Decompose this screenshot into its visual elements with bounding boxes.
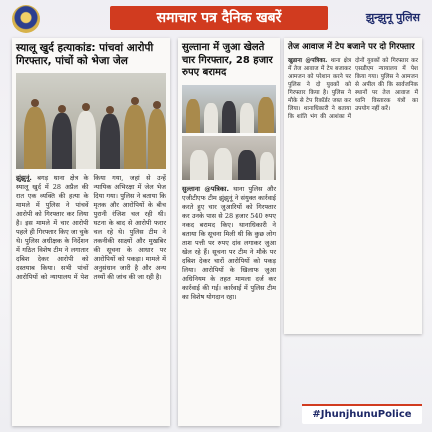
article-body (178, 183, 280, 427)
article-body (284, 55, 422, 305)
article-dateline: झुंझुनूं. (16, 174, 32, 183)
hashtag-label: #JhunjhunuPolice (312, 409, 412, 420)
article-photo (182, 136, 276, 180)
article-text: बगड़ थाना क्षेत्र के स्यालू खुर्द में 28 अप्रैल की रात एक व्यक्ति की हत्या के मामले में पुलिस ने पांचवें आरोपी को गिरफ्तार कर लिया है। इस मामले में चार आरोपी पहले ही गिरफ्तार किए जा चुके थे। पुलिस अधीक्षक के निर्देशन में गठित विशेष टीम ने लगातार दबिश देकर आरोपी को दस्तयाब किया। सभी पांचों आरोपियों को न्यायालय में पेश किया गया, जहां से उन्हें न्यायिक अभिरक्षा में जेल भेज दिया गया। पुलिस ने बताया कि मृतक और आरोपियों के बीच पुरानी रंजिश चल रही थी। घटना के बाद से आरोपी फरार चल रहे थे। पुलिस टीम ने तकनीकी साक्ष्यों और मुखबिर की सूचना के आधार पर आरोपियों को पकड़ा। मामले में अनुसंधान जारी है और अन्य तथ्यों की जांच की जा रही है। (16, 174, 166, 282)
article-photo (16, 73, 166, 169)
department-name: झुन्झुनू पुलिस (365, 11, 420, 24)
article-text: थाना पुलिस और एजीटीएफ टीम झुंझुनूं ने संयुक्त कार्रवाई करते हुए चार जुआरियों को गिरफ्तार कर उनके पास से 28 हजार 540 रुपए नकद बरामद किए। थानाधिकारी ने बताया कि सूचना मिली थी कि कुछ लोग ताश पत्ती पर रुपए दांव लगाकर जुआ खेल रहे हैं। सूचना पर टीम ने मौके पर दबिश देकर चारों आरोपियों को पकड़ लिया। आरोपियों के खिलाफ जुआ अधिनियम के तहत मामला दर्ज कर कार्रवाई की गई। कार्रवाई में पुलिस टीम का विशेष योगदान रहा। (182, 184, 277, 301)
article-headline: तेज आवाज में टेप बजाने पर दो गिरफ्तार (288, 42, 415, 52)
page-title: समाचार पत्र दैनिक खबरें (156, 10, 282, 26)
article-clipping-1 (12, 38, 170, 426)
article-headline: स्यालू खुर्द हत्याकांड: पांचवां आरोपी गिरफ्तार, पांचों को भेजा जेल (16, 42, 154, 68)
article-dateline: खुडाना @पत्रिका. (288, 57, 328, 64)
article-dateline: सुल्ताना @पत्रिका. (182, 184, 229, 193)
article-text: थाना क्षेत्र में तेज आवाज में टेप बजाकर आमजन को परेशान करने पर पुलिस ने दो युवकों को गिरफ्तार किया है। पुलिस ने मौके से टेप रिकॉर्डर जब्त कर लिया। थानाधिकारी ने बताया कि शांति भंग की आशंका में दोनों युवकों को गिरफ्तार कर एसडीएम न्यायालय में पेश किया गया। पुलिस ने आमजन से अपील की कि सार्वजनिक स्थानों पर तेज आवाज में ध्वनि विस्तारक यंत्रों का उपयोग नहीं करें। (288, 57, 418, 120)
article-headline: सुल्ताना में जुआ खेलते चार गिरफ्तार, 28 हजार रुपए बरामद (182, 42, 273, 78)
article-clipping-3 (284, 38, 422, 334)
article-photo (182, 85, 276, 133)
article-body (12, 172, 170, 426)
police-emblem-icon (12, 5, 40, 33)
article-clipping-2 (178, 38, 280, 426)
